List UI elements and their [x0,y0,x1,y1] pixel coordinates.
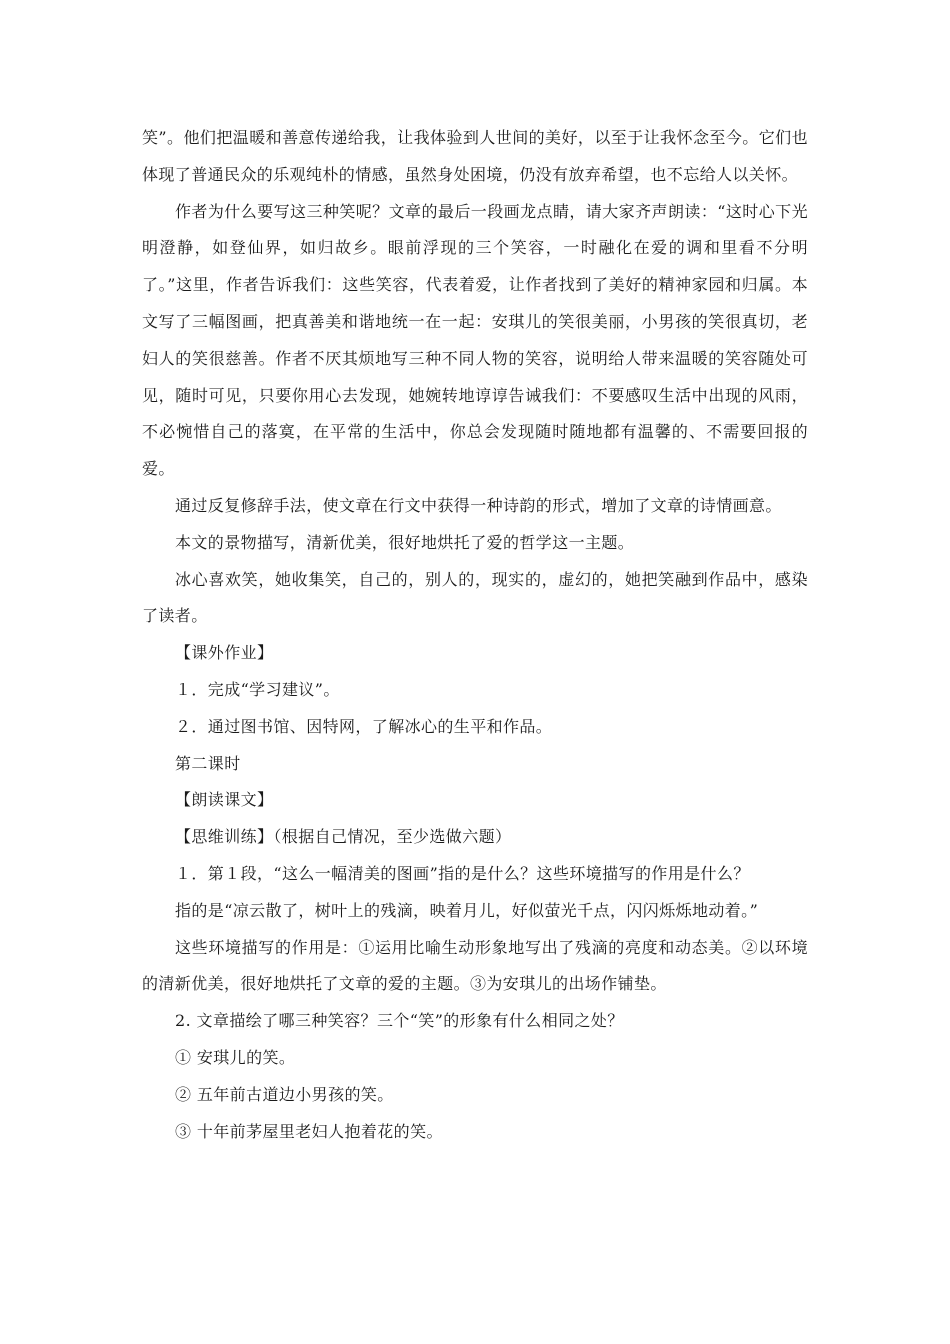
heading-second-lesson: 第二课时 [175,753,241,773]
heading-homework: 【课外作业】 [175,643,274,663]
paragraph-bingxin-smile: 冰心喜欢笑，她收集笑，自己的，别人的，现实的，虚幻的，她把笑融到作品中，感染了读者。 [142,569,808,626]
paragraph-three-smiles-analysis: 作者为什么要写这三种笑呢？文章的最后一段画龙点睛，请大家齐声朗读：“这时心下光明澄静，如登仙界，如归故乡。眼前浮现的三个笑容，一时融化在爱的调和里看不分明了。”这里，作者告诉我们：这些笑容，代表着爱，让作者找到了美好的精神家园和归属。本文写了三幅图画，把真善美和谐地统一在一起：安琪儿的笑很美丽，小男孩的笑很真切，老妇人的笑很慈善。作者不厌其烦地写三种不同人物的笑容，说明给人带来温暖的笑容随处可见，随时可见，只要你用心去发现，她婉转地谆谆告诫我们：不要感叹生活中出现的风雨，不必惋惜自己的落寞，在平常的生活中，你总会发现随时随地都有温馨的、不需要回报的爱。 [142,201,808,479]
document-body [142,120,808,1150]
heading-thinking-training: 【思维训练】（根据自己情况，至少选做六题） [175,827,512,847]
paragraph-scenery: 本文的景物描写，清新优美，很好地烘托了爱的哲学这一主题。 [175,532,635,552]
question-2: 2. 文章描绘了哪三种笑容？三个“笑”的形象有什么相同之处？ [175,1011,624,1031]
heading-reading: 【朗读课文】 [175,790,274,810]
answer-1a: 指的是“凉云散了，树叶上的残滴，映着月儿，好似萤光千点，闪闪烁烁地动着。” [175,900,759,920]
answer-2-item-2: ② 五年前古道边小男孩的笑。 [175,1084,394,1104]
answer-1b: 这些环境描写的作用是：①运用比喻生动形象地写出了残滴的亮度和动态美。②以环境的清新优美，很好地烘托了文章的爱的主题。③为安琪儿的出场作铺垫。 [142,937,808,994]
answer-2-item-1: ① 安琪儿的笑。 [175,1047,296,1067]
paragraph-continuation: 笑”。他们把温暖和善意传递给我，让我体验到人世间的美好，以至于让我怀念至今。它们也体现了普通民众的乐观纯朴的情感，虽然身处困境，仍没有放弃希望，也不忘给人以关怀。 [142,128,808,184]
answer-2-item-3: ③ 十年前茅屋里老妇人抱着花的笑。 [175,1121,443,1141]
homework-item-1: １．完成“学习建议”。 [175,679,340,699]
homework-item-2: ２．通过图书馆、因特网，了解冰心的生平和作品。 [175,716,553,736]
paragraph-repetition: 通过反复修辞手法，使文章在行文中获得一种诗韵的形式，增加了文章的诗情画意。 [175,495,782,515]
question-1: １．第１段，“这么一幅清美的图画”指的是什么？这些环境描写的作用是什么？ [175,863,750,883]
